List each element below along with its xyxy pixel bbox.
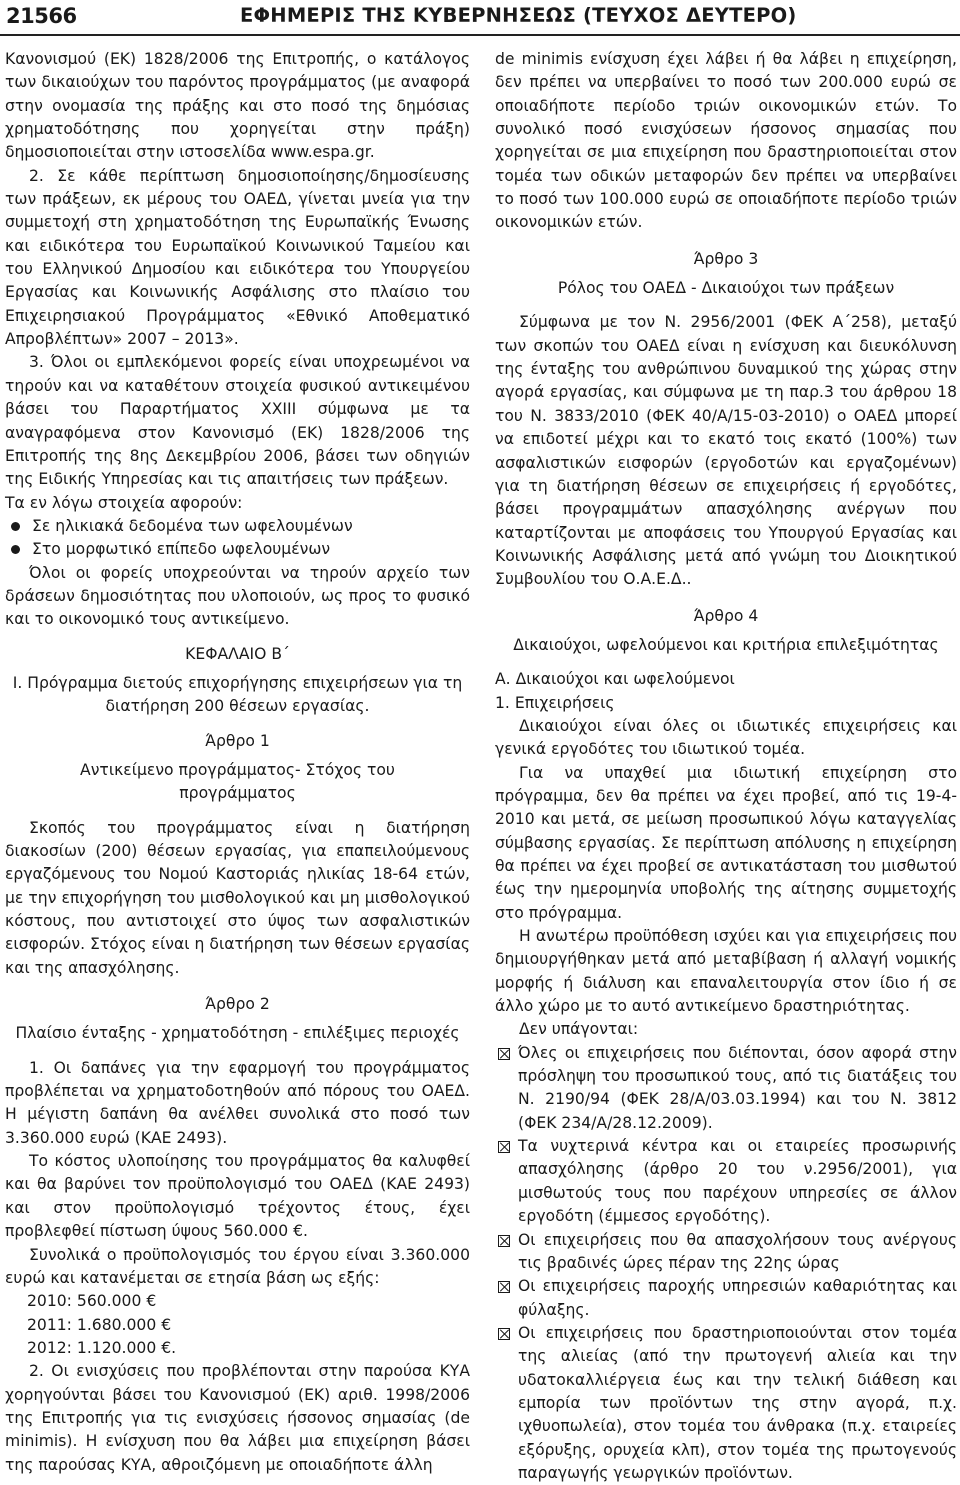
- page-header: [0, 0, 960, 36]
- article-2-heading: Άρθρο 2: [205, 995, 270, 1014]
- subheading-a: Α. Δικαιούχοι και ωφελούμενοι: [495, 670, 735, 689]
- article-3-heading: Άρθρο 3: [693, 249, 759, 268]
- continuation-paragraph: de minimis ενίσχυση έχει λάβει ή θα λάβει η επιχείρηση, δεν πρέπει να υπερβαίνει το ποσό των 200.000 ευρώ σε οποιαδήποτε περίοδο τριών οικονομικών ετών. Το συνολικό ποσό ενισχύσεων ήσσονος σημασίας που χορηγείται σε μια επιχείρηση που δραστηριοποιείται στον τομέα των οδικών μεταφορών δεν πρέπει να υπερβαίνει το ποσό των 100.000 ευρώ σε οποιαδήποτε περίοδο τριών οικονομικών ετών.: [495, 50, 957, 232]
- article-1-heading: Άρθρο 1: [205, 731, 270, 750]
- article-2-paragraph-1: 1. Οι δαπάνες για την εφαρμογή του προγράμματος προβλέπεται να χρηματοδοτηθούν από πόρους του ΟΑΕΔ. Η μέγιστη δαπάνη θα ανέλθει συνολικά στο ποσό των 3.360.000 ευρώ (ΚΑΕ 2493).: [5, 1058, 470, 1147]
- excluded-item: [495, 1275, 957, 1322]
- excluded-item: [495, 1042, 957, 1135]
- right-column: [495, 48, 957, 1485]
- journal-title: ΕΦΗΜΕΡΙΣ ΤΗΣ ΚΥΒΕΡΝΗΣΕΩΣ (ΤΕΥΧΟΣ ΔΕΥΤΕΡΟ): [240, 4, 797, 27]
- article-1-subtitle: Αντικείμενο προγράμματος- Στόχος του προγράμματος: [80, 760, 395, 803]
- budget-year-line: 2012: 1.120.000 €.: [27, 1338, 177, 1357]
- excluded-text: Οι επιχειρήσεις που δραστηριοποιούνται στον τομέα της αλιείας (από την πρωτογενή αλιεία και την υδατοκαλλιέργεια έως και την τελική διάθεση και εμπορία των προϊόντων της στην αγορά, π.χ. ιχθυοπωλεία), στον τομέα του άνθρακα (π.χ. εταιρείες εξόρυξης, ορυχεία κλπ), στον τομέα της πρωτογενούς παραγωγής γεωργικών προϊόντων.: [518, 1323, 957, 1482]
- excluded-lead: Δεν υπάγονται:: [519, 1020, 639, 1039]
- checkbox-bullet-icon: [498, 1141, 510, 1153]
- article-4-subtitle: Δικαιούχοι, ωφελούμενοι και κριτήρια επιλεξιμότητας: [513, 635, 939, 654]
- article-4-heading: Άρθρο 4: [693, 606, 759, 625]
- beneficiaries-paragraph: Δικαιούχοι είναι όλες οι ιδιωτικές επιχειρήσεις και γενικά εργοδότες του ιδιωτικού τομέα.: [495, 716, 957, 759]
- article-1-body: Σκοπός του προγράμματος είναι η διατήρηση διακοσίων (200) θέσεων εργασίας, για επαπειλούμενους εργαζόμενους του Νομού Καστοριάς ηλικίας 18-64 ετών, με την επιχορήγηση του μισθολογικού και μη μισθολογικού κόστους, που αντιστοιχεί στο ύψος των ασφαλιστικών εισφορών. Στόχος είναι η διατήρηση των θέσεων εργασίας και της απασχόλησης.: [5, 818, 470, 977]
- paragraph-2: 2. Σε κάθε περίπτωση δημοσιοποίησης/δημοσίευσης των πράξεων, εκ μέρους του ΟΑΕΔ, γίνεται μνεία για την συμμετοχή στη χρηματοδότηση της Ευρωπαϊκής Ένωσης και ειδικότερα του Ευρωπαϊκού Κοινωνικού Ταμείου και του Ελληνικού Δημοσίου και ειδικότερα του Υπουργείου Εργασίας και Κοινωνικής Ασφάλισης στο πλαίσιο του Επιχειρησιακού Προγράμματος «Εθνικό Αποθεματικό Απροβλέπτων» 2007 – 2013».: [5, 166, 470, 349]
- checkbox-bullet-icon: [498, 1048, 510, 1060]
- subheading-1: 1. Επιχειρήσεις: [495, 693, 615, 712]
- data-lead: Τα εν λόγω στοιχεία αφορούν:: [5, 493, 243, 512]
- intro-paragraph: Κανονισμού (ΕΚ) 1828/2006 της Επιτροπής, ο κατάλογος των δικαιούχων του παρόντος προγράμματος (με αναφορά στην ονομασία της πράξης και στο ποσό της δημόσιας χρηματοδότησης που χορηγείται στην πράξη) δημοσιοποιείται στην ιστοσελίδα www.espa.gr.: [5, 50, 470, 162]
- article-3-subtitle: Ρόλος του ΟΑΕΔ - Δικαιούχοι των πράξεων: [557, 279, 895, 298]
- left-column: [5, 48, 470, 1477]
- budget-year-line: 2010: 560.000 €: [27, 1292, 157, 1311]
- excluded-text: Τα νυχτερινά κέντρα και οι εταιρείες προσωρινής απασχόλησης (άρθρο 20 του ν.2956/2001), για μισθωτούς τους που παρέχουν υπηρεσίες σε άλλον εργοδότη (έμμεσος εργοδότης).: [518, 1137, 957, 1226]
- excluded-text: Οι επιχειρήσεις παροχής υπηρεσιών καθαριότητας και φύλαξης.: [518, 1277, 957, 1319]
- article-2-paragraph-2: Το κόστος υλοποίησης του προγράμματος θα καλυφθεί και θα βαρύνει τον προϋπολογισμό του ΟΑΕΔ (ΚΑΕ 2493) και στον προϋπολογισμό τρέχοντος έτους, έχει προβλεφθεί πίστωση ύψους 560.000 €.: [5, 1152, 470, 1241]
- paragraph-3: 3. Όλοι οι εμπλεκόμενοι φορείς είναι υποχρεωμένοι να τηρούν και να καταθέτουν στοιχεία φυσικού αντικειμένου βάσει του Παραρτήματος XXIII σύμφωνα με τα αναγραφόμενα στον Κανονισμό (ΕΚ) 1828/2006 της Επιτροπής της 8ης Δεκεμβρίου 2006, βάσει των οδηγιών της Ειδικής Υπηρεσίας και τις απαιτήσεις των πράξεων.: [5, 353, 470, 489]
- checkbox-bullet-icon: [498, 1235, 510, 1247]
- article-2-subtitle: Πλαίσιο ένταξης - χρηματοδότηση - επιλέξιμες περιοχές: [15, 1024, 460, 1043]
- bullet-text: Σε ηλικιακά δεδομένα των ωφελουμένων: [32, 516, 353, 535]
- bullet-dot-icon: [11, 522, 20, 531]
- continuation-condition-paragraph: Η ανωτέρω προϋπόθεση ισχύει και για επιχειρήσεις που δημιουργήθηκαν μετά από μεταβίβαση ή αλλαγή νομικής μορφής ή διάλυση και επαναλειτουργία στον ίδιο ή σε άλλο χώρο με το αυτό αντικείμενο δραστηριότητας.: [495, 927, 957, 1016]
- checkbox-bullet-icon: [498, 1328, 510, 1340]
- bullet-text: Στο μορφωτικό επίπεδο ωφελουμένων: [32, 540, 331, 559]
- excluded-item: [495, 1322, 957, 1485]
- article-3-body: Σύμφωνα με τον Ν. 2956/2001 (ΦΕΚ Α΄258), μεταξύ των σκοπών του ΟΑΕΔ είναι η ενίσχυση και διευκόλυνση της ένταξης του ανθρώπινου δυναμικού της χώρας στην αγορά εργασίας, και σύμφωνα με τη παρ.3 του άρθρου 18 του Ν. 3833/2010 (ΦΕΚ 40/Α/15-03-2010) ο ΟΑΕΔ μπορεί να επιδοτεί μέχρι και το εκατό τοις εκατό (100%) των ασφαλιστικών εισφορών (εργοδοτών και εργαζομένων) για τη διατήρηση θέσεων σε επιχειρήσεις ή εργοδότες, βάσει προγραμμάτων απασχόλησης ανέργων που καταρτίζονται με αποφάσεις του Υπουργού Εργασίας και Κοινωνικής Ασφάλισης μετά από γνώμη του Διοικητικού Συμβουλίου του Ο.Α.Ε.Δ..: [495, 313, 957, 589]
- excluded-item: [495, 1135, 957, 1228]
- excluded-text: Οι επιχειρήσεις που θα απασχολήσουν τους ανέργους τις βραδινές ώρες πέραν της 22ης ώρας: [518, 1230, 957, 1272]
- budget-year-line: 2011: 1.680.000 €: [27, 1315, 172, 1334]
- checkbox-bullet-icon: [498, 1281, 510, 1293]
- archive-paragraph: Όλοι οι φορείς υποχρεούνται να τηρούν αρχείο των δράσεων δημοσιότητας που υλοποιούν, ως προς το φυσικό και το οικονομικό τους αντικείμενο.: [5, 563, 470, 629]
- excluded-text: Όλες οι επιχειρήσεις που διέπονται, όσον αφορά στην πρόσληψη του προσωπικού τους, από τις διατάξεις του Ν. 2190/94 (ΦΕΚ 28/Α/03.03.1994) και του Ν. 3812 (ΦΕΚ 234/Α/28.12.2009).: [518, 1043, 957, 1132]
- article-2-paragraph-4: 2. Οι ενισχύσεις που προβλέπονται στην παρούσα ΚΥΑ χορηγούνται βάσει του Κανονισμού (ΕΚ) αριθ. 1998/2006 της Επιτροπής για τις ενισχύσεις ήσσονος σημασίας (de minimis). Η ενίσχυση που θα λάβει μια επιχείρηση βάσει της παρούσας ΚΥΑ, αθροιζόμενη με οποιαδήποτε άλλη: [5, 1362, 470, 1474]
- bullet-item: [5, 515, 470, 538]
- article-2-paragraph-3: Συνολικά ο προϋπολογισμός του έργου είναι 3.360.000 ευρώ και κατανέμεται σε ετησία βάση ως εξής:: [5, 1245, 470, 1287]
- bullet-dot-icon: [11, 545, 20, 554]
- inclusion-paragraph: Για να υπαχθεί μια ιδιωτική επιχείρηση στο πρόγραμμα, δεν θα πρέπει να έχει προβεί, από τις 19-4-2010 και μετά, σε μείωση προσωπικού λόγω καταγγελίας σύμβασης εργασίας. Σε περίπτωση απόλυσης η επιχείρηση θα πρέπει να έχει προβεί σε αντικατάσταση του μισθωτού έως την ημερομηνία υποβολής της αίτησης συμμετοχής στο πρόγραμμα.: [495, 763, 957, 922]
- page-number: 21566: [6, 4, 77, 28]
- bullet-item: [5, 538, 470, 561]
- chapter-heading: ΚΕΦΑΛΑΙΟ Β΄: [185, 644, 290, 663]
- excluded-item: [495, 1229, 957, 1276]
- section-title: Ι. Πρόγραμμα διετούς επιχορήγησης επιχειρήσεων για τη διατήρηση 200 θέσεων εργασίας.: [12, 673, 463, 716]
